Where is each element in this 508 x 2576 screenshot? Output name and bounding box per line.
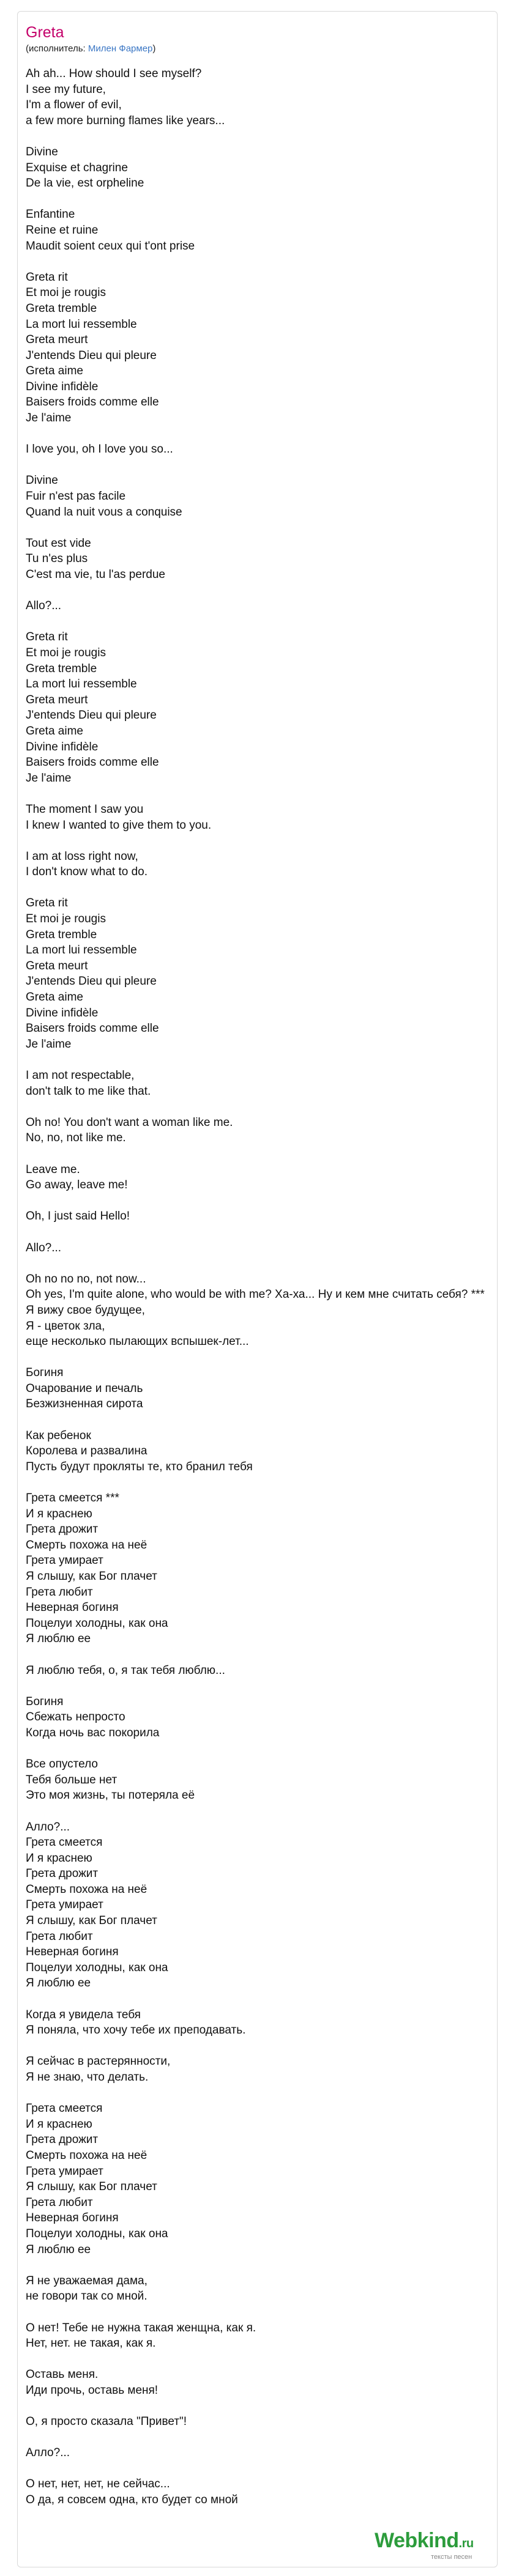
- lyric-line: Сбежать непросто: [26, 1711, 125, 1724]
- lyric-line: Алло?...: [26, 1820, 70, 1834]
- lyric-line: Oh yes, I'm quite alone, who would be with me? Ха-ха... Ну и кем мне считать себя? ***: [26, 1288, 485, 1301]
- lyric-line: И я краснею: [26, 2117, 92, 2131]
- lyric-line: Et moi je rougis: [26, 912, 106, 926]
- lyric-line: J'entends Dieu qui pleure: [26, 709, 157, 722]
- lyric-line: Greta meurt: [26, 959, 88, 972]
- lyric-line: Пусть будут прокляты те, кто бранил тебя: [26, 1460, 253, 1473]
- logo-name: Webkind: [375, 2529, 459, 2552]
- lyric-line: Я слышу, как Бог плачет: [26, 1914, 157, 1928]
- lyric-line: Divine infidèle: [26, 380, 99, 393]
- lyric-line: Greta rit: [26, 631, 68, 644]
- lyric-line: Грета умирает: [26, 2164, 103, 2178]
- lyric-line: Грета умирает: [26, 1898, 103, 1912]
- lyric-line: Грета смеется ***: [26, 1492, 119, 1505]
- lyrics-text: [26, 66, 508, 2508]
- lyric-line: Поцелуи холодны, как она: [26, 2227, 168, 2240]
- stanza-gap: [26, 1224, 508, 1240]
- stanza-gap: [26, 1146, 508, 1162]
- lyric-line: Все опустело: [26, 1758, 98, 1771]
- lyric-line: Грета любит: [26, 2196, 93, 2209]
- artist-suffix: ): [152, 43, 156, 54]
- logo-suffix: .ru: [458, 2537, 474, 2550]
- stanza-gap: [26, 1052, 508, 1068]
- lyric-line: Quand la nuit vous a conquise: [26, 505, 182, 519]
- lyric-line: a few more burning flames like years...: [26, 114, 225, 127]
- lyric-line: И я краснею: [26, 1851, 92, 1865]
- lyric-line: Oh no! You don't want a woman like me.: [26, 1116, 233, 1129]
- lyric-line: C'est ma vie, tu l'as perdue: [26, 568, 165, 581]
- stanza-gap: [26, 1475, 508, 1490]
- site-logo[interactable]: [375, 2528, 491, 2566]
- logo-wordmark: [375, 2528, 474, 2556]
- lyric-line: Неверная богиня: [26, 1601, 119, 1615]
- artist-line: [26, 43, 155, 55]
- lyric-line: Oh no no no, not now...: [26, 1272, 146, 1286]
- lyric-line: Et moi je rougis: [26, 646, 106, 659]
- lyric-line: Baisers froids comme elle: [26, 1022, 159, 1035]
- stanza-gap: [26, 2398, 508, 2414]
- lyric-line: Я люблю тебя, о, я так тебя люблю...: [26, 1664, 225, 1677]
- lyric-line: Greta tremble: [26, 928, 97, 941]
- lyric-line: Greta rit: [26, 897, 68, 910]
- lyric-line: Смерть похожа на неё: [26, 2149, 148, 2162]
- stanza-gap: [26, 583, 508, 599]
- lyric-line: I see my future,: [26, 83, 106, 96]
- stanza-gap: [26, 1741, 508, 1757]
- lyric-line: Оставь меня.: [26, 2368, 99, 2382]
- lyric-line: Грета дрожит: [26, 1523, 99, 1536]
- logo-tagline: тексты песен: [431, 2553, 473, 2561]
- lyric-line: Divine: [26, 145, 58, 158]
- lyric-line: Je l'aime: [26, 412, 72, 425]
- stanza-gap: [26, 2352, 508, 2367]
- lyric-line: Я не уважаемая дама,: [26, 2274, 148, 2287]
- stanza-gap: [26, 2086, 508, 2101]
- lyric-line: La mort lui ressemble: [26, 678, 137, 691]
- lyric-line: Enfantine: [26, 208, 75, 221]
- lyric-line: Divine infidèle: [26, 740, 99, 753]
- lyric-line: Go away, leave me!: [26, 1179, 128, 1192]
- stanza-gap: [26, 2430, 508, 2446]
- lyric-line: Иди прочь, оставь меня!: [26, 2383, 159, 2397]
- lyric-line: Смерть похожа на неё: [26, 1538, 148, 1552]
- lyric-line: Je l'aime: [26, 771, 72, 785]
- lyric-line: Грета смеется: [26, 1836, 103, 1849]
- lyric-line: Allo?...: [26, 599, 62, 613]
- lyric-line: Divine infidèle: [26, 1006, 99, 1020]
- lyric-line: Поцелуи холодны, как она: [26, 1961, 168, 1974]
- stanza-gap: [26, 1256, 508, 1271]
- stanza-gap: [26, 254, 508, 270]
- lyric-line: Oh, I just said Hello!: [26, 1210, 130, 1223]
- lyric-line: don't talk to me like that.: [26, 1084, 151, 1098]
- lyric-line: Неверная богиня: [26, 1945, 119, 1959]
- stanza-gap: [26, 1193, 508, 1209]
- lyric-line: Я слышу, как Бог плачет: [26, 1570, 157, 1583]
- lyric-line: Maudit soient ceux qui t'ont prise: [26, 239, 195, 253]
- lyric-line: О нет! Тебе не нужна такая женщна, как я.: [26, 2321, 256, 2334]
- stanza-gap: [26, 1804, 508, 1819]
- lyric-line: Алло?...: [26, 2446, 70, 2460]
- lyric-line: Я люблю ее: [26, 1632, 91, 1646]
- lyric-line: Грета любит: [26, 1585, 93, 1599]
- lyric-line: J'entends Dieu qui pleure: [26, 349, 157, 362]
- lyric-line: La mort lui ressemble: [26, 317, 137, 331]
- stanza-gap: [26, 833, 508, 849]
- lyric-line: Грета смеется: [26, 2102, 103, 2115]
- lyric-line: La mort lui ressemble: [26, 944, 137, 957]
- lyric-line: I don't know what to do.: [26, 865, 148, 879]
- lyric-line: Allo?...: [26, 1241, 62, 1254]
- lyric-line: Ah ah... How should I see myself?: [26, 67, 202, 80]
- stanza-gap: [26, 128, 508, 144]
- lyric-line: Greta aime: [26, 724, 83, 738]
- lyric-line: Greta aime: [26, 365, 83, 378]
- lyric-line: I am at loss right now,: [26, 849, 138, 863]
- lyric-line: Я вижу свое будущее,: [26, 1303, 145, 1317]
- stanza-gap: [26, 1099, 508, 1115]
- stanza-gap: [26, 2257, 508, 2273]
- lyric-line: Очарование и печаль: [26, 1382, 143, 1395]
- lyric-line: Нет, нет. не такая, как я.: [26, 2337, 156, 2350]
- lyric-line: Грета дрожит: [26, 1867, 99, 1881]
- stanza-gap: [26, 2304, 508, 2320]
- lyric-line: Поцелуи холодны, как она: [26, 1616, 168, 1630]
- lyric-line: Divine: [26, 474, 58, 487]
- lyric-line: I'm a flower of evil,: [26, 98, 122, 112]
- stanza-gap: [26, 1412, 508, 1428]
- lyric-line: I knew I wanted to give them to you.: [26, 818, 212, 832]
- lyric-line: не говори так со мной.: [26, 2290, 148, 2303]
- lyric-line: И я краснею: [26, 1507, 92, 1520]
- stanza-gap: [26, 2038, 508, 2054]
- lyric-line: Я люблю ее: [26, 2243, 91, 2256]
- lyric-line: Leave me.: [26, 1163, 80, 1176]
- lyric-line: Я сейчас в растерянности,: [26, 2055, 171, 2068]
- lyric-line: Безжизненная сирота: [26, 1397, 143, 1411]
- lyric-line: Baisers froids comme elle: [26, 756, 159, 769]
- lyric-line: Я поняла, что хочу тебе их преподавать.: [26, 2024, 246, 2037]
- stanza-gap: [26, 520, 508, 536]
- lyric-line: I love you, oh I love you so...: [26, 443, 173, 456]
- lyric-line: The moment I saw you: [26, 802, 144, 816]
- lyric-line: Я - цветок зла,: [26, 1319, 105, 1333]
- lyric-line: Богиня: [26, 1366, 64, 1380]
- lyric-line: Reine et ruine: [26, 223, 99, 237]
- lyric-line: Greta meurt: [26, 693, 88, 706]
- lyric-line: Я люблю ее: [26, 1977, 91, 1990]
- lyric-line: No, no, not like me.: [26, 1131, 126, 1145]
- lyric-line: De la vie, est orpheline: [26, 177, 144, 190]
- stanza-gap: [26, 2461, 508, 2477]
- lyric-line: Грета умирает: [26, 1554, 103, 1567]
- lyric-line: Baisers froids comme elle: [26, 396, 159, 409]
- lyric-line: Грета любит: [26, 1930, 93, 1943]
- stanza-gap: [26, 614, 508, 630]
- lyric-line: Greta aime: [26, 991, 83, 1004]
- song-title: Greta: [26, 24, 64, 41]
- lyric-line: Tu n'es plus: [26, 552, 88, 566]
- lyric-line: Greta meurt: [26, 333, 88, 347]
- lyric-line: Когда ночь вас покорила: [26, 1726, 160, 1739]
- stanza-gap: [26, 426, 508, 442]
- stanza-gap: [26, 1678, 508, 1694]
- lyric-line: Тебя больше нет: [26, 1773, 118, 1786]
- stanza-gap: [26, 1647, 508, 1663]
- lyric-line: Et moi je rougis: [26, 286, 106, 300]
- lyric-line: Это моя жизнь, ты потеряла её: [26, 1789, 195, 1802]
- stanza-gap: [26, 880, 508, 896]
- lyric-line: О да, я совсем одна, кто будет со мной: [26, 2493, 238, 2507]
- lyric-line: Tout est vide: [26, 536, 91, 550]
- artist-prefix: (исполнитель:: [26, 43, 88, 54]
- lyric-line: Богиня: [26, 1695, 64, 1708]
- stanza-gap: [26, 1991, 508, 2007]
- artist-link[interactable]: Милен Фармер: [88, 43, 153, 54]
- lyric-line: Я слышу, как Бог плачет: [26, 2180, 157, 2194]
- stanza-gap: [26, 1350, 508, 1366]
- lyric-line: Greta tremble: [26, 662, 97, 675]
- lyric-line: Exquise et chagrine: [26, 161, 128, 174]
- lyric-line: Смерть похожа на неё: [26, 1882, 148, 1896]
- lyric-line: О нет, нет, нет, не сейчас...: [26, 2478, 170, 2491]
- lyric-line: Je l'aime: [26, 1037, 72, 1051]
- lyric-line: Fuir n'est pas facile: [26, 490, 126, 503]
- lyric-line: Грета дрожит: [26, 2133, 99, 2147]
- lyric-line: Greta rit: [26, 270, 68, 284]
- lyric-line: I am not respectable,: [26, 1069, 135, 1082]
- lyric-line: Я не знаю, что делать.: [26, 2071, 149, 2084]
- lyric-line: Неверная богиня: [26, 2211, 119, 2225]
- lyric-line: Как ребенок: [26, 1429, 91, 1442]
- stanza-gap: [26, 786, 508, 802]
- lyric-line: J'entends Dieu qui pleure: [26, 975, 157, 988]
- lyric-line: Когда я увидела тебя: [26, 2008, 141, 2021]
- lyric-line: Королева и развалина: [26, 1445, 148, 1458]
- stanza-gap: [26, 457, 508, 473]
- lyric-line: еще несколько пылающих вспышек-лет...: [26, 1335, 249, 1349]
- stanza-gap: [26, 191, 508, 207]
- lyric-line: Greta tremble: [26, 302, 97, 315]
- lyric-line: О, я просто сказала "Привет"!: [26, 2415, 187, 2429]
